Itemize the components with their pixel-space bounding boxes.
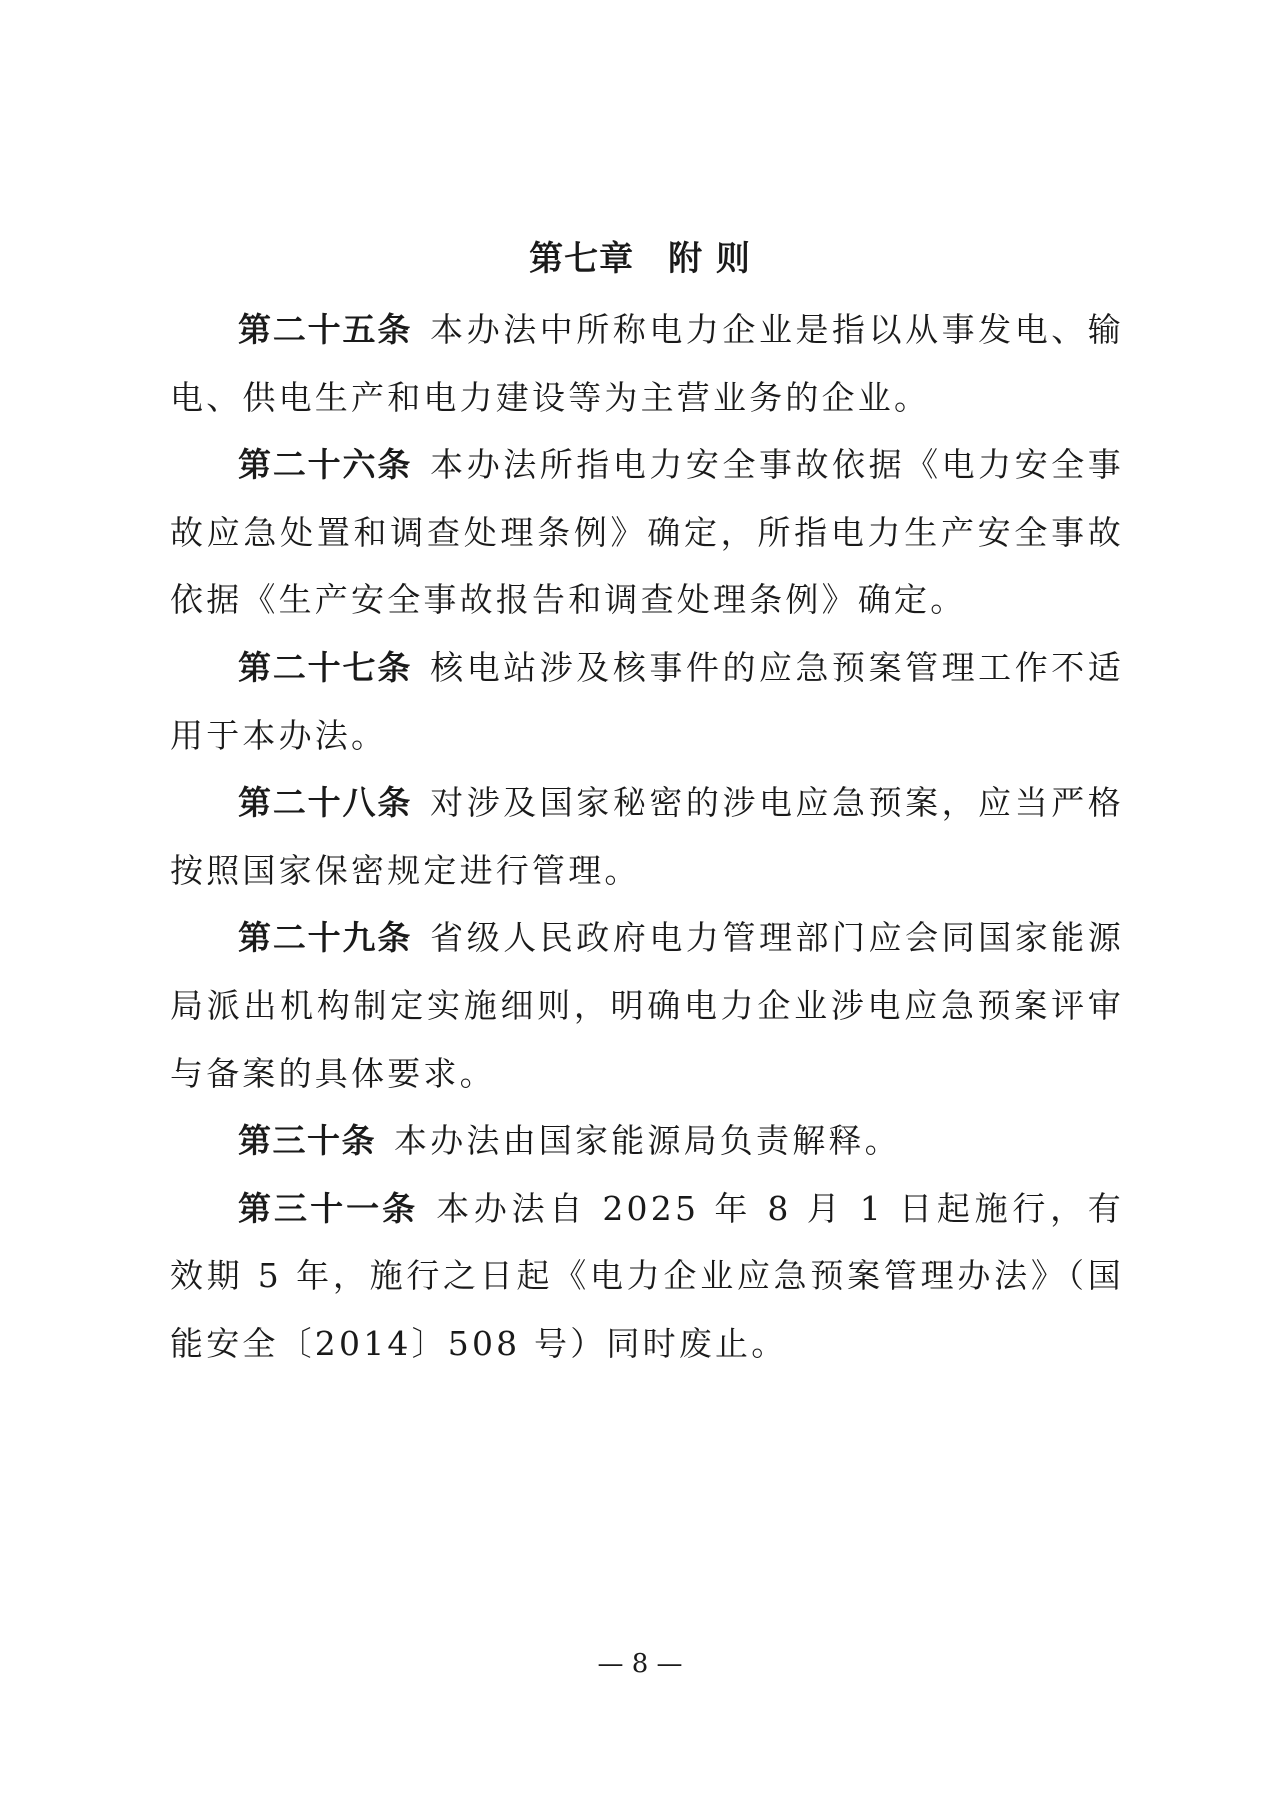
chapter-label: 第七章: [529, 239, 635, 279]
article-text: 对涉及国家秘密的涉电应急预案，应当严格按照国家保密规定进行管理。: [170, 783, 1124, 890]
article-label: 第二十六条: [238, 445, 413, 485]
article-text: 本办法自 2025 年 8 月 1 日起施行，有效期 5 年，施行之日起《电力企业应急预案管理办法》（国能安全〔2014〕508 号）同时废止。: [170, 1188, 1125, 1363]
page-number: — 8 —: [597, 1649, 683, 1679]
article-30: [170, 1107, 1124, 1175]
article-list: [170, 296, 1124, 1378]
article-text: 本办法所指电力安全事故依据《电力安全事故应急处置和调查处理条例》确定，所指电力生产安全事故依据《生产安全事故报告和调查处理条例》确定。: [170, 445, 1124, 620]
article-text: 本办法由国家能源局负责解释。: [394, 1121, 901, 1161]
article-29: [170, 904, 1124, 1107]
chapter-title: [0, 234, 1280, 284]
article-text: 核电站涉及核事件的应急预案管理工作不适用于本办法。: [170, 647, 1124, 755]
article-28: [170, 769, 1124, 904]
article-label: 第三十一条: [238, 1188, 419, 1228]
article-text: 省级人民政府电力管理部门应会同国家能源局派出机构制定实施细则，明确电力企业涉电应急预案评审与备案的具体要求。: [170, 918, 1124, 1093]
article-label: 第二十七条: [238, 647, 413, 687]
article-text: 本办法中所称电力企业是指以从事发电、输电、供电生产和电力建设等为主营业务的企业。: [170, 310, 1124, 417]
article-27: [170, 634, 1124, 769]
article-label: 第二十九条: [238, 918, 413, 958]
article-25: [170, 296, 1124, 431]
article-label: 第三十条: [238, 1121, 376, 1161]
article-label: 第二十八条: [238, 783, 413, 823]
article-label: 第二十五条: [238, 310, 413, 349]
article-26: [170, 431, 1124, 634]
article-31: [170, 1175, 1124, 1378]
chapter-name: 附 则: [668, 239, 751, 279]
